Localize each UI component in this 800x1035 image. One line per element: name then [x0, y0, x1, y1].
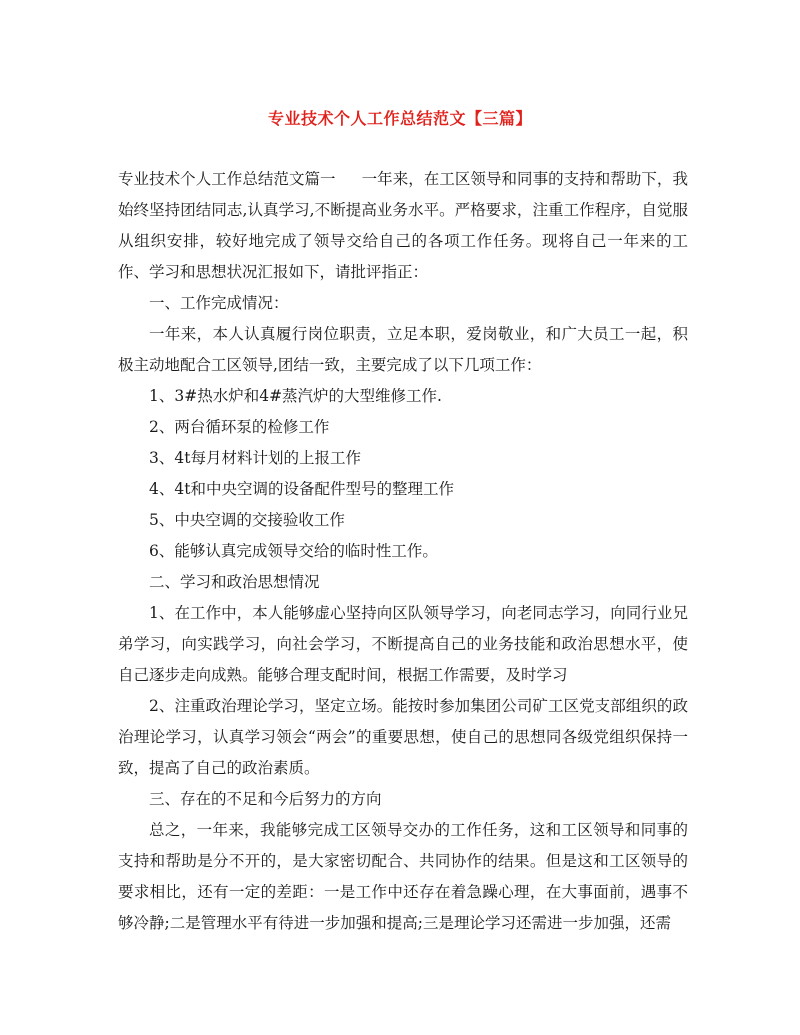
section-heading-study: 二、学习和政治思想情况 [149, 573, 320, 591]
paragraph-conclusion: 总之，一年来，我能够完成工区领导交办的工作任务，这和工区领导和同事的支持和帮助是分不开的，是大家密切配合、共同协作的结果。但是这和工区领导的要求相比，还有一定的差距：一是工作中还存在着急躁心理，在大事面前，遇事不够冷静;二是管理水平有待进一步加强和提高;三是理论学习还需进一步加强，还需 [118, 821, 688, 932]
intro-text: 一年来，在工区领导和同事的支持和帮助下，我始终坚持团结同志,认真学习,不断提高业务水平。严格要求，注重工作程序，自觉服从组织安排，较好地完成了领导交给自己的各项工作任务。现将自己一年来的工作、学习和思想状况汇报如下，请批评指正： [118, 170, 688, 281]
list-item-3: 3、4t每月材料计划的上报工作 [149, 449, 361, 467]
list-item-2: 2、两台循环泵的检修工作 [149, 418, 330, 436]
document-title: 专业技术个人工作总结范文【三篇】 [267, 109, 532, 128]
paragraph-study-1: 1、在工作中，本人能够虚心坚持向区队领导学习，向老同志学习，向同行业兄弟学习，向实践学习，向社会学习，不断提高自己的业务技能和政治思想水平，使自己逐步走向成熟。能够合理支配时间，根据工作需要，及时学习 [118, 604, 688, 684]
list-item-5: 5、中央空调的交接验收工作 [149, 511, 345, 529]
document-body [118, 164, 688, 939]
intro-paragraph [118, 164, 688, 288]
list-item-1: 1、3#热水炉和4#蒸汽炉的大型维修工作. [149, 387, 442, 405]
list-item-6: 6、能够认真完成领导交给的临时性工作。 [149, 542, 438, 560]
paragraph-work-summary: 一年来，本人认真履行岗位职责，立足本职，爱岗敬业，和广大员工一起，积极主动地配合工区领导,团结一致，主要完成了以下几项工作： [118, 325, 688, 374]
list-item-4: 4、4t和中央空调的设备配件型号的整理工作 [149, 480, 454, 498]
paragraph-study-2: 2、注重政治理论学习，坚定立场。能按时参加集团公司矿工区党支部组织的政治理论学习，认真学习领会“两会”的重要思想，使自己的思想同各级党组织保持一致，提高了自己的政治素质。 [118, 697, 688, 777]
section-heading-shortcomings: 三、存在的不足和今后努力的方向 [149, 790, 382, 808]
intro-heading: 专业技术个人工作总结范文篇一 [118, 170, 336, 188]
section-heading-work: 一、工作完成情况： [149, 294, 289, 312]
